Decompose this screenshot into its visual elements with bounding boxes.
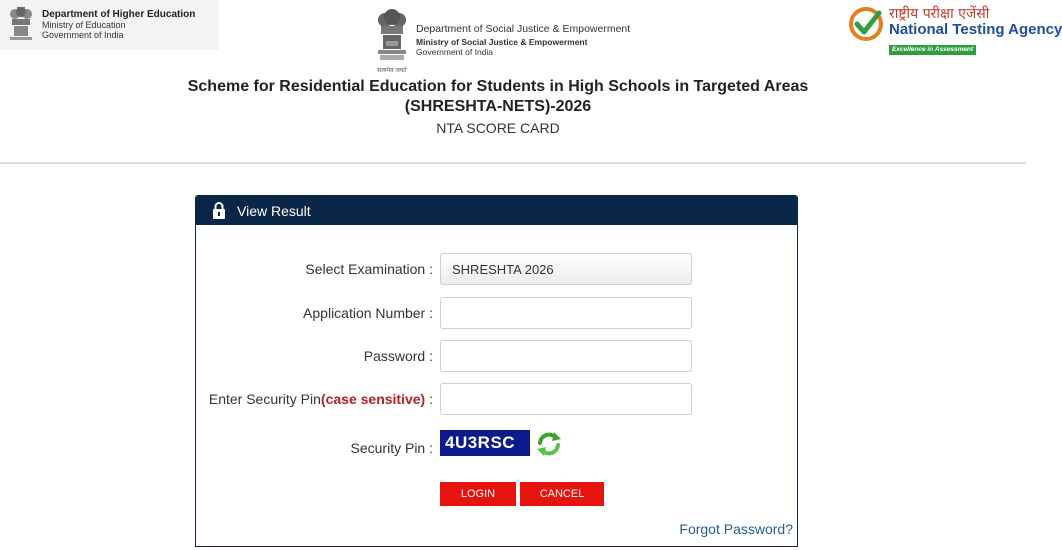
msje-logo	[372, 6, 632, 76]
scheme-acronym: (SHRESHTA-NETS)-2026	[404, 98, 592, 115]
security-pin-input[interactable]	[440, 383, 692, 415]
select-examination-label: Select Examination :	[305, 261, 433, 277]
login-button[interactable]: LOGIN	[440, 482, 516, 506]
security-pin-input-label	[209, 383, 433, 415]
msje-line-3: Government of India	[416, 47, 494, 57]
security-pin-label-prefix: Enter Security Pin	[208, 391, 321, 407]
dhe-line-3: Government of India	[42, 30, 124, 40]
nta-hindi-name: राष्ट्रीय परीक्षा एजेंसी	[889, 6, 990, 22]
password-row	[196, 340, 797, 372]
select-examination-row	[196, 253, 797, 285]
captcha-area	[440, 432, 563, 464]
application-number-input[interactable]	[440, 297, 692, 329]
application-number-label: Application Number :	[303, 305, 433, 321]
captcha-image: 4U3RSC	[440, 430, 530, 456]
nta-tagline: Excellence in Assessment	[889, 45, 976, 55]
page-subtitle: NTA SCORE CARD	[436, 120, 560, 136]
refresh-icon[interactable]	[535, 430, 563, 458]
cancel-button[interactable]: CANCEL	[520, 482, 604, 506]
security-pin-label: Security Pin :	[350, 440, 433, 456]
select-examination-value: SHRESHTA 2026	[452, 261, 554, 277]
nta-logo	[849, 6, 1062, 53]
forgot-password-link[interactable]: Forgot Password?	[679, 521, 793, 537]
password-input[interactable]	[440, 340, 692, 372]
header-divider	[0, 162, 1026, 164]
nta-english-name: National Testing Agency	[889, 21, 1062, 38]
view-result-panel	[195, 195, 798, 547]
dhe-logo	[0, 0, 219, 50]
panel-header	[196, 196, 797, 225]
dhe-line-1: Department of Higher Education	[42, 9, 196, 20]
security-pin-label-suffix: :	[425, 391, 433, 407]
password-label: Password :	[363, 348, 433, 364]
msje-line-2: Ministry of Social Justice & Empowerment	[416, 37, 588, 47]
security-pin-row	[196, 432, 797, 464]
lock-icon	[212, 202, 226, 219]
checkmark-logo-icon	[849, 7, 883, 41]
national-emblem-icon	[372, 6, 412, 76]
case-sensitive-note: (case sensitive)	[320, 391, 426, 407]
application-number-row	[196, 297, 797, 329]
page-titles	[0, 77, 996, 137]
select-examination-dropdown[interactable]	[440, 253, 692, 285]
scheme-title: Scheme for Residential Education for Students in High Schools in Targeted Areas	[187, 78, 809, 95]
national-emblem-icon	[6, 5, 36, 45]
panel-title: View Result	[237, 202, 311, 219]
msje-line-1: Department of Social Justice & Empowerment	[416, 23, 631, 35]
dhe-line-2: Ministry of Education	[42, 20, 126, 30]
emblem-caption: सत्यमेव जयते	[377, 67, 407, 74]
security-pin-input-row	[196, 383, 797, 415]
